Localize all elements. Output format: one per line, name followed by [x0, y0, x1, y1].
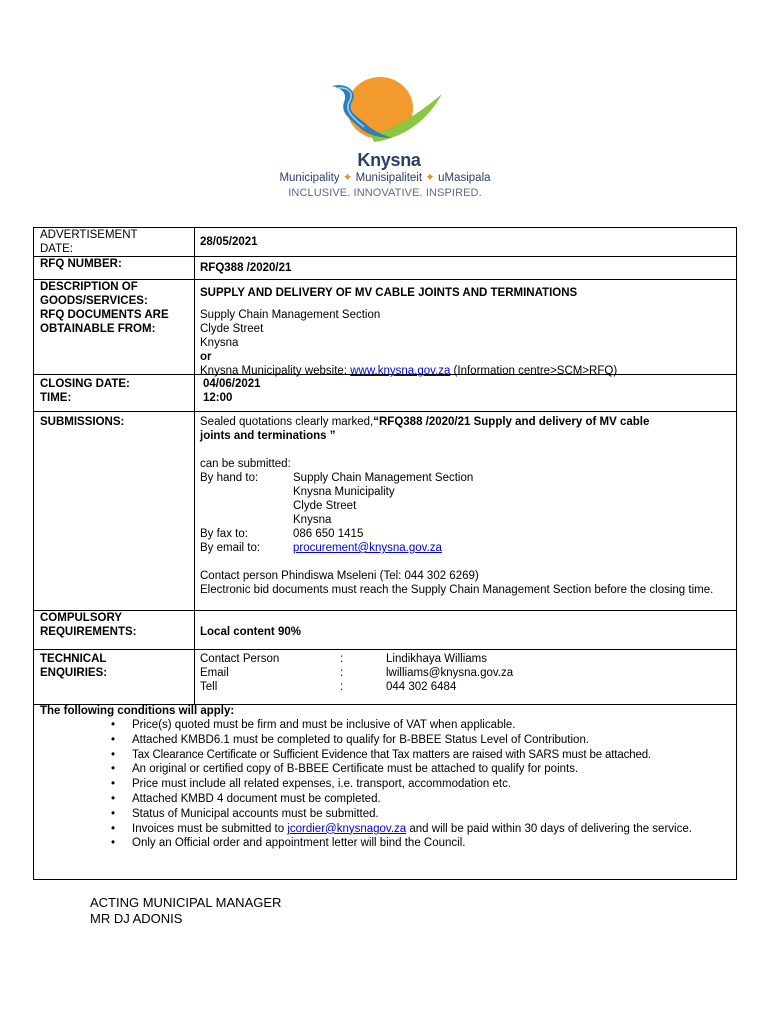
tech-row: Email : lwilliams@knysna.gov.za: [200, 667, 514, 679]
technical-enquiries: [200, 652, 600, 694]
brand-sub-munisipaliteit: Munisipaliteit: [355, 172, 423, 184]
list-item: • An original or certified copy of B-BBEE Certificate must be attached to qualify for points.: [132, 762, 730, 777]
list-item: • Tax Clearance Certificate or Sufficient Evidence that Tax matters are raised with SARS must be attached.: [132, 748, 730, 763]
list-item: • Price must include all related expenses, i.e. transport, accommodation etc.: [132, 777, 730, 792]
invoice-email-link[interactable]: jcordier@knysnagov.za: [287, 822, 407, 835]
row-divider: [33, 256, 737, 257]
list-item: • Price(s) quoted must be firm and must be inclusive of VAT when applicable.: [132, 718, 730, 733]
list-item: • Invoices must be submitted to jcordier@knysnagov.za and will be paid within 30 days of delivering the service.: [132, 822, 730, 837]
by-hand-address: Supply Chain Management Section Knysna Municipality Clyde Street Knysna: [293, 472, 474, 526]
brand-sub-umasipala: uMasipala: [438, 172, 491, 184]
submission-methods: can be submitted:: [200, 458, 291, 470]
electronic-bid-note: Electronic bid documents must reach the Supply Chain Management Section before the closing time.: [200, 584, 714, 596]
documents-value: Supply Chain Management Section Clyde Street Knysna or Knysna Municipality website: www.knysna.gov.za (Information centre>SCM>RFQ): [200, 308, 730, 378]
brand-separator-icon: ✦: [425, 172, 435, 184]
adv-date-value: 28/05/2021: [200, 236, 258, 248]
knysna-website-link[interactable]: www.knysna.gov.za: [350, 365, 451, 377]
submissions-label: SUBMISSIONS:: [40, 416, 125, 428]
compulsory-label: COMPULSORY REQUIREMENTS:: [40, 612, 137, 638]
brand-separator-icon: ✦: [342, 172, 353, 184]
row-divider: [33, 649, 737, 650]
conditions-heading: The following conditions will apply:: [40, 705, 235, 717]
signatory-title: ACTING MUNICIPAL MANAGER: [90, 895, 282, 910]
brand-tagline: INCLUSIVE. INNOVATIVE. INSPIRED.: [288, 187, 482, 199]
rfq-number-value: RFQ388 /2020/21: [200, 262, 292, 274]
submissions-value: Sealed quotations clearly marked,“RFQ388 /2020/21 Supply and delivery of MV cable joints and terminations ”: [200, 416, 650, 442]
adv-date-label: ADVERTISEMENT DATE:: [40, 229, 138, 255]
by-email-label: By email to:: [200, 542, 261, 554]
brand-name: Knysna: [357, 150, 421, 170]
knysna-logo: [318, 72, 448, 152]
fax-number: 086 650 1415: [293, 528, 364, 540]
conditions-list: [132, 718, 730, 851]
closing-date-label: CLOSING DATE: TIME:: [40, 378, 130, 404]
list-item: • Attached KMBD6.1 must be completed to qualify for B-BBEE Status Level of Contribution.: [132, 733, 730, 748]
table-column-divider: [194, 227, 195, 705]
row-divider: [33, 610, 737, 611]
documents-label: RFQ DOCUMENTS ARE OBTAINABLE FROM:: [40, 309, 169, 335]
list-item: • Only an Official order and appointment letter will bind the Council.: [132, 836, 730, 851]
row-divider: [33, 411, 737, 412]
contact-person-line: Contact person Phindiswa Mseleni (Tel: 044 302 6269): [200, 570, 479, 582]
signatory-name: MR DJ ADONIS: [90, 911, 183, 926]
brand-subtitle: [0, 171, 770, 185]
list-item: • Status of Municipal accounts must be submitted.: [132, 807, 730, 822]
description-label: DESCRIPTION OF GOODS/SERVICES:: [40, 281, 148, 307]
tech-row: Contact Person : Lindikhaya Williams: [200, 653, 487, 665]
tech-row: Tell : 044 302 6484: [200, 681, 457, 693]
rfq-number-label: RFQ NUMBER:: [40, 258, 122, 270]
technical-label: TECHNICAL ENQUIRIES:: [40, 653, 108, 679]
brand-sub-municipality: Municipality: [279, 172, 340, 184]
description-value: SUPPLY AND DELIVERY OF MV CABLE JOINTS AND TERMINATIONS: [200, 287, 578, 299]
list-item: • Attached KMBD 4 document must be completed.: [132, 792, 730, 807]
documents-website-line: Knysna Municipality website: www.knysna.gov.za (Information centre>SCM>RFQ): [200, 365, 618, 377]
closing-date-value: 04/06/2021 12:00: [203, 378, 261, 404]
compulsory-value: Local content 90%: [200, 626, 301, 638]
by-hand-label: By hand to:: [200, 472, 259, 484]
by-fax-label: By fax to:: [200, 528, 248, 540]
procurement-email-link[interactable]: procurement@knysna.gov.za: [293, 542, 442, 554]
